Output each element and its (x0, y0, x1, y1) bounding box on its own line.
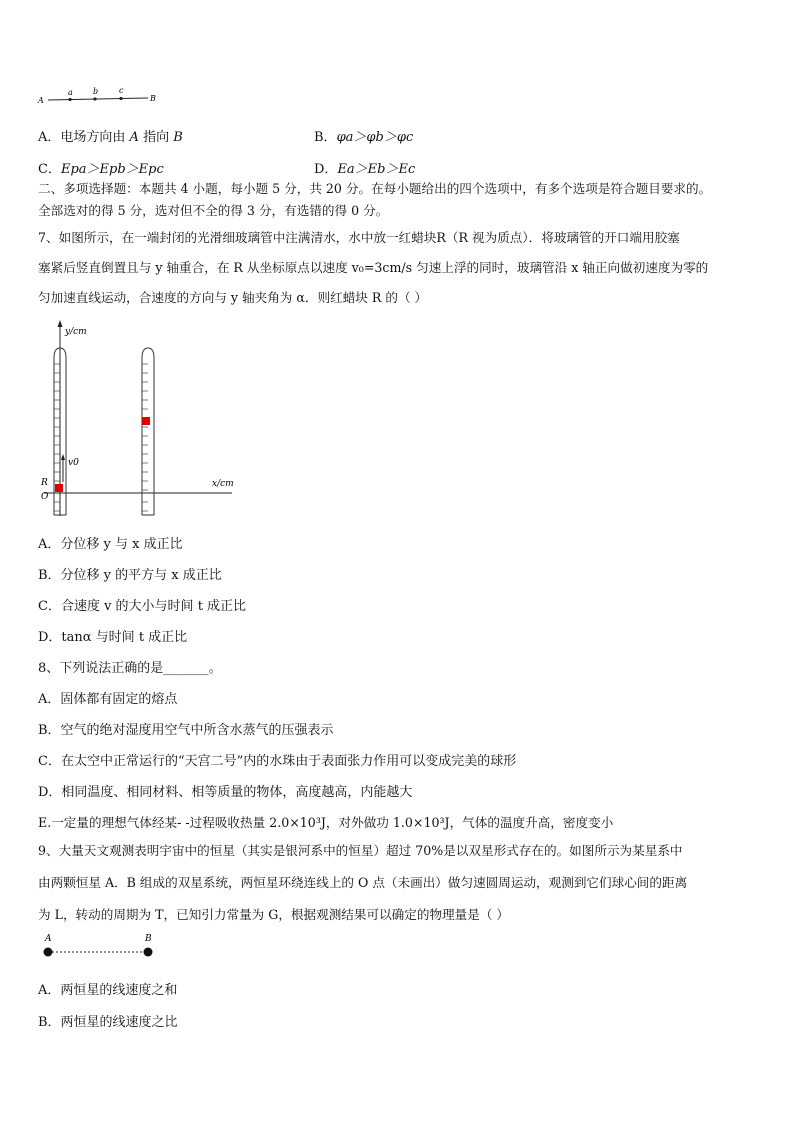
y-axis-label: y/cm (65, 327, 87, 337)
label-A: A (38, 96, 44, 105)
q6-option-b-label: B． (314, 130, 337, 145)
red-block-later (142, 417, 150, 425)
q9-line2: 由两颗恒星 A．B 组成的双星系统，两恒星环绕连线上的 O 点（未画出）做匀速圆周运动，观测到它们球心间的距离 (38, 875, 688, 890)
q6-option-a-var1: A (129, 130, 139, 145)
q9-option-b: B．两恒星的线速度之比 (38, 1015, 178, 1030)
q6-option-a-prefix: A．电场方向由 (38, 130, 126, 145)
q6-option-d-text: Ea＞Eb＞Ec (337, 162, 416, 177)
y-axis-arrow (58, 320, 63, 327)
q7-option-c: C．合速度 v 的大小与时间 t 成正比 (38, 599, 247, 614)
q6-option-a-var2: B (173, 130, 183, 145)
q6-option-a-mid: 指向 (143, 130, 170, 145)
v0-arrowhead (61, 454, 65, 460)
q6-option-c-label: C． (38, 162, 61, 177)
q8-option-a: A．固体都有固定的熔点 (38, 692, 178, 707)
star-B-label: B (145, 934, 152, 944)
red-block-start (55, 484, 63, 492)
section2-line1: 二、多项选择题：本题共 4 小题，每小题 5 分，共 20 分。在每小题给出的四个选项中，有多个选项是符合题目要求的。 (38, 181, 712, 196)
label-b: b (93, 87, 99, 96)
q8-option-d: D．相同温度、相同材料、相等质量的物体，高度越高，内能越大 (38, 785, 413, 800)
field-line-figure (36, 86, 166, 108)
q7-option-a: A．分位移 y 与 x 成正比 (38, 537, 183, 552)
section2-line2: 全部选对的得 5 分，选对但不全的得 3 分，有选错的得 0 分。 (38, 203, 389, 218)
q6-option-c-text: Epa＞Epb＞Epc (60, 162, 164, 177)
field-line (48, 98, 148, 100)
label-a: a (68, 88, 73, 97)
v0-label: v0 (68, 458, 79, 468)
R-label: R (41, 478, 48, 488)
q7-option-b: B．分位移 y 的平方与 x 成正比 (38, 568, 222, 583)
right-tube-ticks (142, 364, 148, 511)
q9-binary-star-figure (40, 932, 160, 960)
star-A-label: A (45, 934, 52, 944)
q7-option-d: D．tanα 与时间 t 成正比 (38, 630, 188, 645)
q6-option-d-label: D． (314, 162, 338, 177)
O-label: O (41, 492, 49, 502)
label-c: c (119, 86, 124, 95)
point-c (119, 97, 122, 100)
q6-option-b-text: φa＞φb＞φc (336, 130, 414, 145)
q8-option-c: C．在太空中正常运行的“天宫二号”内的水珠由于表面张力作用可以变成完美的球形 (38, 754, 517, 769)
q7-line3: 匀加速直线运动，合速度的方向与 y 轴夹角为 α．则红蜡块 R 的（ ） (38, 290, 428, 305)
q8-option-b: B．空气的绝对湿度用空气中所含水蒸气的压强表示 (38, 723, 334, 738)
point-a (68, 98, 71, 101)
q7-tube-figure (36, 320, 246, 525)
q9-option-a: A．两恒星的线速度之和 (38, 983, 178, 998)
q9-line3: 为 L，转动的周期为 T，已知引力常量为 G，根据观测结果可以确定的物理量是（ ） (38, 907, 510, 922)
q9-line1: 9、大量天文观测表明宇宙中的恒星（其实是银河系中的恒星）超过 70%是以双星形式存在的。如图所示为某星系中 (38, 843, 683, 858)
q8-option-e: E.一定量的理想气体经某- -过程吸收热量 2.0×10³J，对外做功 1.0×10³J，气体的温度升高，密度变小 (38, 815, 614, 830)
q6-option-c (38, 158, 164, 177)
q6-option-d (314, 158, 415, 177)
star-B (144, 948, 153, 957)
star-A (44, 948, 53, 957)
label-B: B (150, 94, 156, 103)
q8-stem: 8、下列说法正确的是_______。 (38, 661, 222, 676)
q7-line2: 塞紧后竖直倒置且与 y 轴重合，在 R 从坐标原点以速度 v₀=3cm/s 匀速上浮的同时，玻璃管沿 x 轴正向做初速度为零的 (38, 260, 709, 275)
q7-line1: 7、如图所示，在一端封闭的光滑细玻璃管中注满清水，水中放一红蜡块R（R 视为质点）．将玻璃管的开口端用胶塞 (38, 230, 680, 245)
q6-option-a (38, 126, 183, 145)
x-axis-label: x/cm (212, 479, 234, 489)
q6-option-b (314, 126, 413, 145)
point-b (93, 97, 96, 100)
